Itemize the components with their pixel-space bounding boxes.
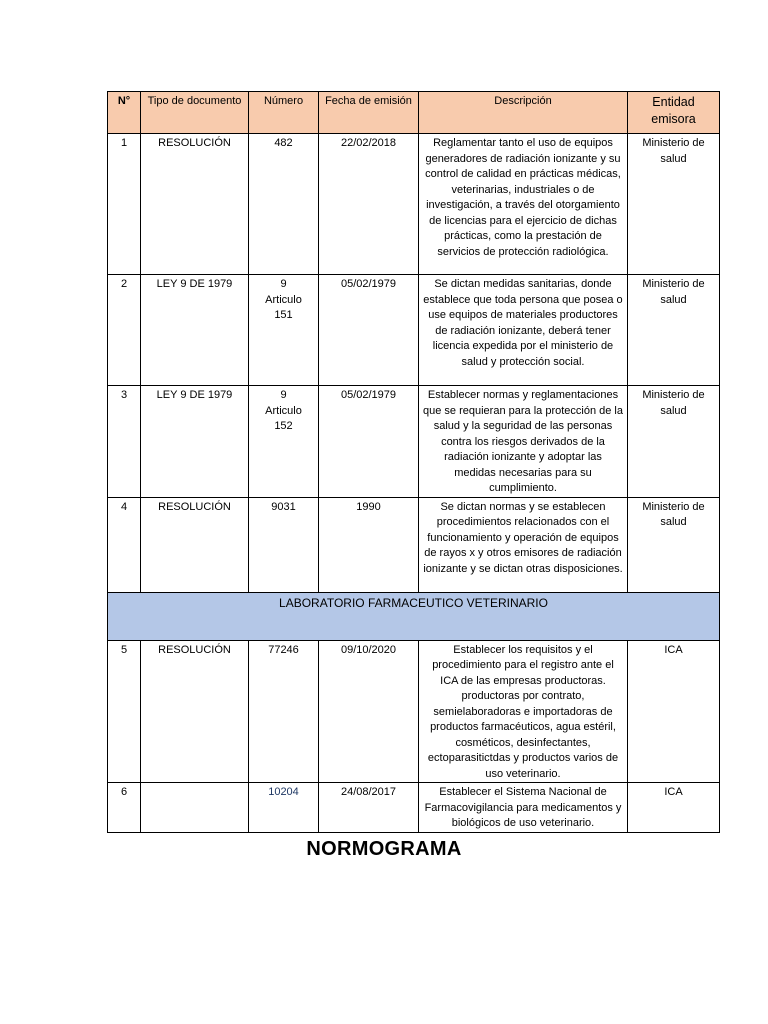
row-descripcion: Establecer el Sistema Nacional de Farmacovigilancia para medicamentos y biológicos de uso veterinario.: [419, 783, 628, 833]
row-numero-link[interactable]: 10204: [249, 783, 319, 833]
row-fecha: 22/02/2018: [319, 134, 419, 275]
table-row: [108, 783, 720, 833]
row-fecha: 05/02/1979: [319, 386, 419, 498]
page-title: NORMOGRAMA: [306, 838, 462, 860]
row-fecha: 24/08/2017: [319, 783, 419, 833]
row-descripcion: Se dictan normas y se establecen procedimientos relacionados con el funcionamiento y operación de equipos de rayos x y otros emisores de radiación ionizante y se dictan otras disposiciones.: [419, 497, 628, 592]
row-tipo: RESOLUCIÓN: [141, 134, 249, 275]
row-number: 4: [108, 497, 141, 592]
row-number: 5: [108, 640, 141, 783]
row-descripcion: Se dictan medidas sanitarias, donde establece que toda persona que posea o use equipos de materiales productores de radiación ionizante, deberá tener licencia expedida por el ministerio de salud y protección social.: [419, 275, 628, 386]
normograma-table: [107, 91, 720, 833]
header-tipo: Tipo de documento: [141, 92, 249, 134]
row-tipo: RESOLUCIÓN: [141, 497, 249, 592]
row-descripcion: Reglamentar tanto el uso de equipos generadores de radiación ionizante y su control de calidad en prácticas médicas, veterinarias, industriales o de investigación, a través del otorgamiento de licencias para el ejercicio de dichas prácticas, como la prestación de servicios de protección radiológica.: [419, 134, 628, 275]
row-number: 3: [108, 386, 141, 498]
row-tipo: RESOLUCIÓN: [141, 640, 249, 783]
row-entidad: Ministerio de salud: [628, 386, 720, 498]
table-row: [108, 640, 720, 783]
header-n: N°: [108, 92, 141, 134]
row-number: 2: [108, 275, 141, 386]
row-entidad: Ministerio de salud: [628, 134, 720, 275]
row-entidad: ICA: [628, 640, 720, 783]
row-numero: 77246: [249, 640, 319, 783]
section-title: LABORATORIO FARMACEUTICO VETERINARIO: [108, 592, 720, 640]
table-row: [108, 275, 720, 386]
row-descripcion: Establecer los requisitos y el procedimiento para el registro ante el ICA de las empresas productoras. productoras por contrato, semielaboradoras e importadoras de productos farmacéuticos, agua estéril, cosméticos, desinfectantes, ectoparasitictdas y productos varios de uso veterinario.: [419, 640, 628, 783]
table-row: [108, 134, 720, 275]
row-number: 6: [108, 783, 141, 833]
table-header-row: [108, 92, 720, 134]
row-tipo: LEY 9 DE 1979: [141, 386, 249, 498]
row-fecha: 05/02/1979: [319, 275, 419, 386]
row-tipo: [141, 783, 249, 833]
header-entidad: Entidad emisora: [628, 92, 720, 134]
header-numero: Número: [249, 92, 319, 134]
row-descripcion: Establecer normas y reglamentaciones que se requieran para la protección de la salud y la seguridad de las personas contra los riesgos derivados de la radiación ionizante y adoptar las medidas necesarias para su cumplimiento.: [419, 386, 628, 498]
row-fecha: 09/10/2020: [319, 640, 419, 783]
row-number: 1: [108, 134, 141, 275]
row-numero: 9 Articulo 152: [249, 386, 319, 498]
table-row: [108, 386, 720, 498]
header-descripcion: Descripción: [419, 92, 628, 134]
row-numero: 9 Articulo 151: [249, 275, 319, 386]
row-fecha: 1990: [319, 497, 419, 592]
row-entidad: Ministerio de salud: [628, 275, 720, 386]
row-entidad: Ministerio de salud: [628, 497, 720, 592]
section-header-row: [108, 592, 720, 640]
row-entidad: ICA: [628, 783, 720, 833]
row-numero: 482: [249, 134, 319, 275]
table-row: [108, 497, 720, 592]
header-fecha: Fecha de emisión: [319, 92, 419, 134]
row-tipo: LEY 9 DE 1979: [141, 275, 249, 386]
row-numero: 9031: [249, 497, 319, 592]
